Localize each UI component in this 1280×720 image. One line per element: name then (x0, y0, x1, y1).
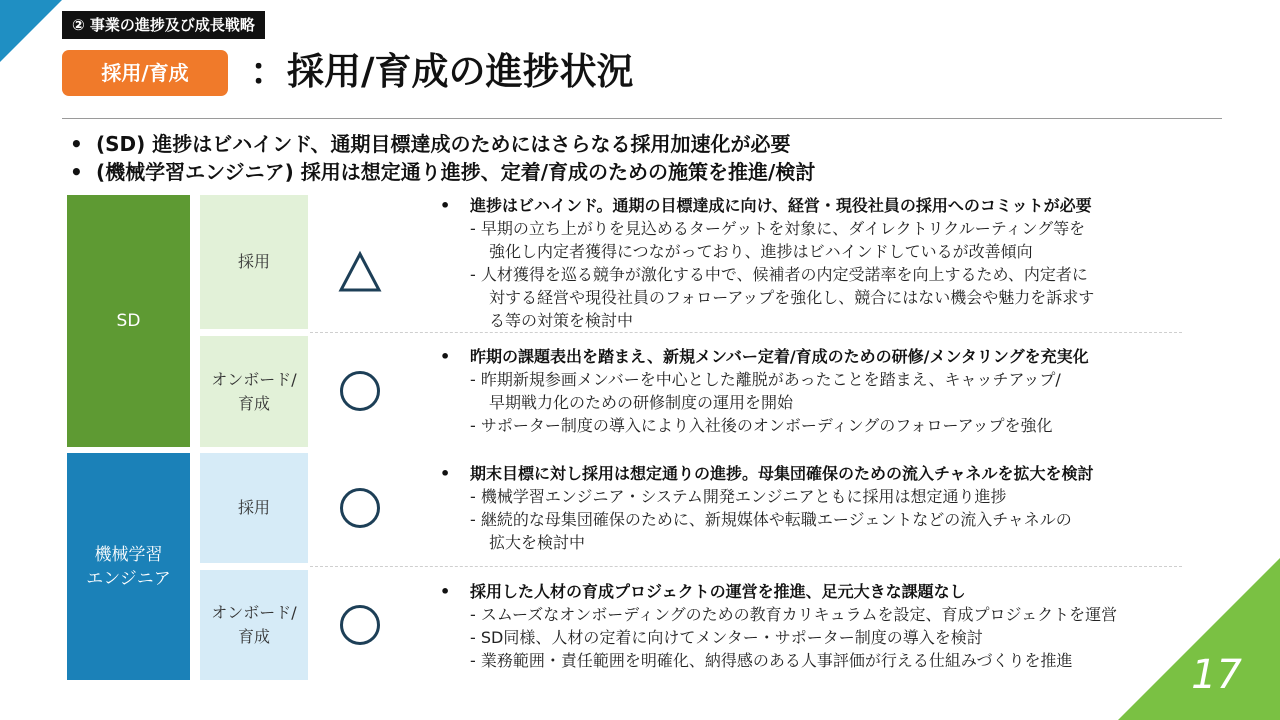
row-description-ml-recruit (440, 462, 1240, 554)
detail-item (440, 368, 1240, 414)
sub-label-text: 育成 (237, 627, 270, 646)
row-headline (440, 345, 1240, 368)
summary-text: (機械学習エンジニア) 採用は想定通り進捗、定着/育成のための施策を推進/検討 (96, 160, 816, 184)
detail-text: - 早期の立ち上がりを見込めるターゲットを対象に、ダイレクトリクルーティング等を (470, 219, 1086, 238)
sub-label-text: オンボード/ (211, 369, 297, 389)
summary-item (70, 158, 1170, 186)
detail-item (440, 626, 1240, 649)
bullet: • (70, 160, 83, 184)
status-circle-icon (338, 603, 382, 647)
headline-text: 昨期の課題表出を踏まえ、新規メンバー定着/育成のための研修/メンタリングを充実化 (470, 347, 1089, 366)
detail-text: 強化し内定者獲得につながっており、進捗はビハインドしているが改善傾向 (489, 242, 1033, 261)
row-headline (440, 194, 1240, 217)
row-headline (440, 462, 1240, 485)
status-circle-icon (338, 486, 382, 530)
headline-text: 期末目標に対し採用は想定通りの進捗。母集団確保のための流入チャネルを拡大を検討 (470, 464, 1094, 483)
sub-label-text: オンボード/ (211, 603, 297, 622)
summary-text: (SD) 進捗はビハインド、通期目標達成のためにはさらなる採用加速化が必要 (96, 132, 791, 156)
group-label-text: エンジニア (86, 568, 171, 589)
bullet: • (440, 582, 451, 601)
detail-item (440, 508, 1240, 554)
section-tag: ② 事業の進捗及び成長戦略 (62, 11, 265, 39)
sub-label-ml-onboard (200, 570, 308, 680)
group-label-text: SD (116, 311, 141, 331)
sub-label-sd-onboard (200, 336, 308, 447)
detail-text: 早期戦力化のための研修制度の運用を開始 (489, 393, 794, 412)
page-number: 17 (1191, 652, 1242, 698)
sub-label-text: 採用 (237, 498, 270, 517)
status-triangle-icon (338, 250, 382, 294)
bullet: • (440, 347, 451, 366)
category-pill: 採用/育成 (62, 50, 228, 96)
sub-label-text: 育成 (237, 393, 270, 413)
group-label-text: 機械学習 (94, 544, 163, 565)
bullet: • (440, 196, 451, 215)
detail-text: - サポーター制度の導入により入社後のオンボーディングのフォローアップを強化 (470, 416, 1053, 435)
detail-text: - スムーズなオンボーディングのための教育カリキュラムを設定、育成プロジェクトを運営 (470, 605, 1118, 624)
bullet: • (440, 464, 451, 483)
group-label-sd (67, 195, 190, 447)
detail-text: - 業務範囲・責任範囲を明確化、納得感のある人事評価が行える仕組みづくりを推進 (470, 651, 1073, 670)
detail-text: - 機械学習エンジニア・システム開発エンジニアともに採用は想定通り進捗 (470, 487, 1007, 506)
summary-list (70, 130, 1170, 186)
detail-item (440, 217, 1240, 263)
detail-text: 対する経営や現役社員のフォローアップを強化し、競合にはない機会や魅力を訴求す (489, 288, 1095, 307)
row-headline (440, 580, 1240, 603)
sub-label-sd-recruit (200, 195, 308, 329)
row-divider (310, 332, 1182, 333)
detail-item (440, 263, 1240, 332)
headline-text: 進捗はビハインド。通期の目標達成に向け、経営・現役社員の採用へのコミットが必要 (470, 196, 1092, 215)
headline-text: 採用した人材の育成プロジェクトの運営を推進、足元大きな課題なし (470, 582, 966, 601)
row-divider (310, 566, 1182, 567)
row-description-ml-onboard (440, 580, 1240, 672)
status-circle-icon (338, 369, 382, 413)
group-label-ml-engineer (67, 453, 190, 680)
bullet: • (70, 132, 83, 156)
detail-item (440, 414, 1240, 437)
row-description-sd-recruit (440, 194, 1240, 332)
detail-item (440, 485, 1240, 508)
detail-text: - SD同様、人材の定着に向けてメンター・サポーター制度の導入を検討 (470, 628, 983, 647)
detail-text: る等の対策を検討中 (489, 311, 634, 330)
detail-item (440, 603, 1240, 626)
detail-text: - 人材獲得を巡る競争が激化する中で、候補者の内定受諾率を向上するため、内定者に (470, 265, 1088, 284)
detail-text: 拡大を検討中 (489, 533, 586, 552)
corner-decoration-top-left (0, 0, 62, 62)
title-divider (62, 118, 1222, 119)
page-title: ：採用/育成の進捗状況 (250, 50, 634, 93)
detail-text: - 昨期新規参画メンバーを中心とした離脱があったことを踏まえ、キャッチアップ/ (470, 370, 1061, 389)
detail-item (440, 649, 1240, 672)
row-description-sd-onboard (440, 345, 1240, 437)
detail-text: - 継続的な母集団確保のために、新規媒体や転職エージェントなどの流入チャネルの (470, 510, 1072, 529)
sub-label-ml-recruit (200, 453, 308, 563)
sub-label-text: 採用 (237, 252, 270, 271)
summary-item (70, 130, 1170, 158)
